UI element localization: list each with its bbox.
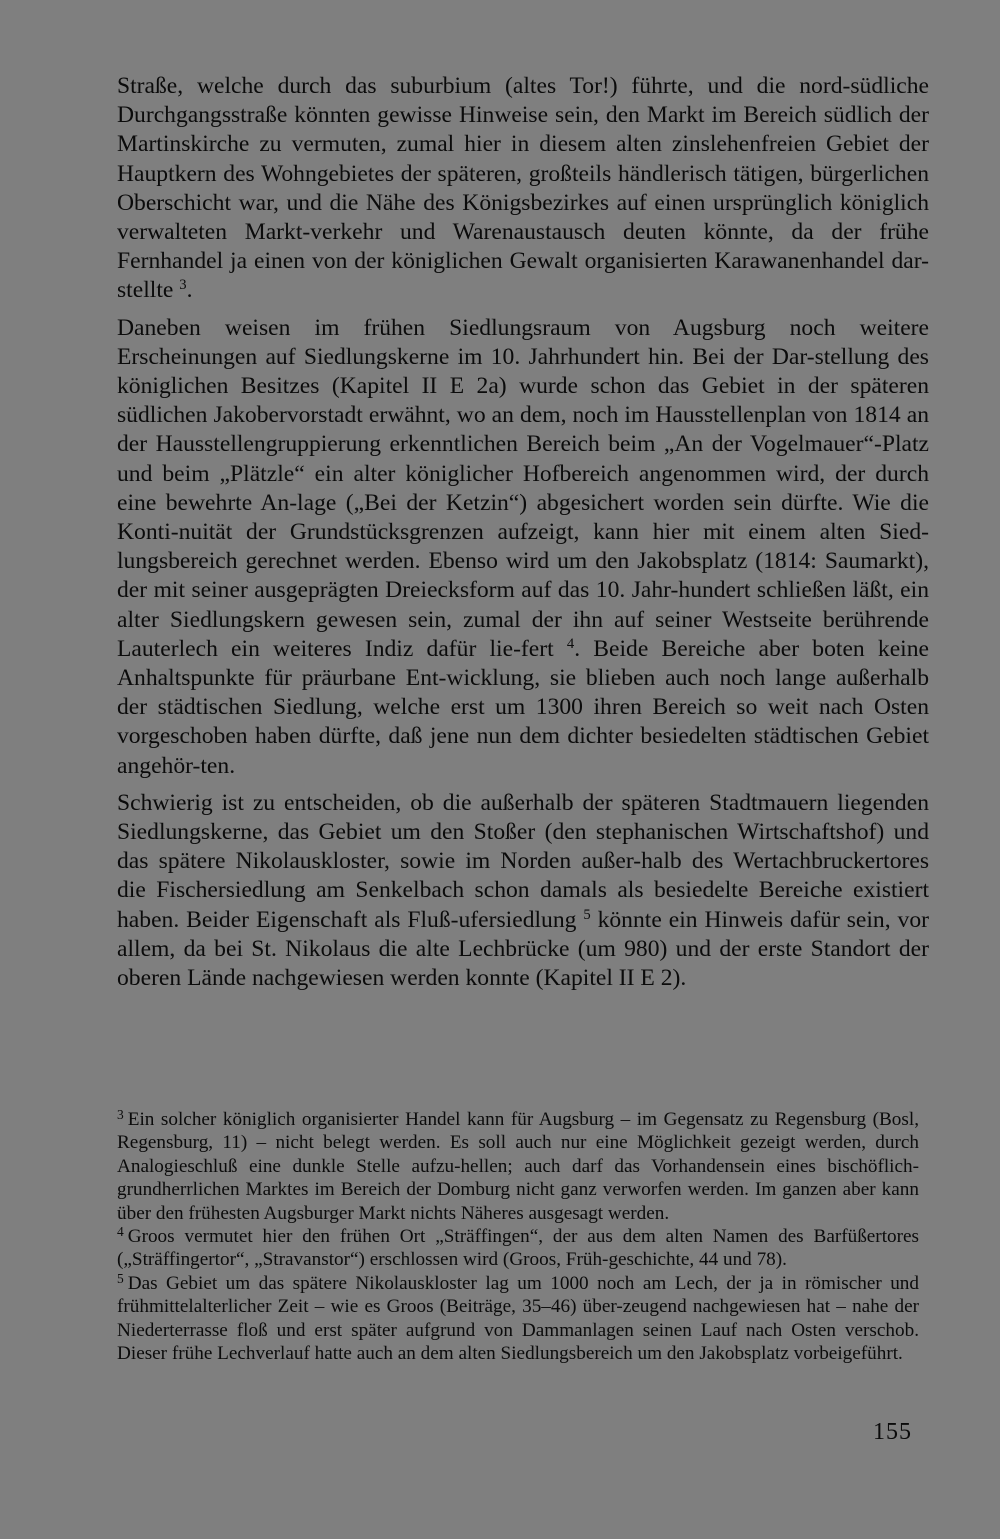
- paragraph-3: [117, 789, 929, 993]
- footnotes: [117, 1108, 919, 1365]
- footnote-4: [117, 1225, 919, 1272]
- paragraph-2-end: . Beide Bereiche aber boten keine Anhaltspunkte für präurbane Ent-wicklung, sie blieben auch noch lange außerhalb der städtischen Siedlung, welche erst um 1300 ihren Bereich so weit nach Osten vorgeschoben haben dürfte, daß jene nun dem dichter besiedelten städtischen Gebiet angehör-ten.: [117, 635, 930, 779]
- paragraph-2-text: Daneben weisen im frühen Siedlungsraum von Augsburg noch weitere Erscheinungen auf Siedlungskerne im 10. Jahrhundert hin. Bei der Dar-stellung des königlichen Besitzes (Kapitel II E 2a) wurde schon das Gebiet in der späteren südlichen Jakobervorstadt erwähnt, wo an dem, noch im Hausstellenplan von 1814 an der Hausstellengruppierung erkenntlichen Bereich beim „An der Vogelmauer“-Platz und beim „Plätzle“ ein alter königlicher Hofbereich angenommen wird, der durch eine bewehrte An-lage („Bei der Ketzin“) abgesichert worden sein dürfte. Wie die Konti-nuität der Grundstücksgrenzen aufzeigt, kann hier mit einem alten Sied-lungsbereich gerechnet werden. Ebenso wird um den Jakobsplatz (1814: Saumarkt), der mit seiner ausgeprägten Dreiecksform auf das 10. Jahr-hundert schließen läßt, ein alter Siedlungskern gewesen sein, zumal der ihn auf seiner Westseite berührende Lauterlech ein weiteres Indiz dafür lie-fert: [117, 314, 929, 662]
- footnote-ref-5[interactable]: 5: [583, 906, 591, 923]
- paragraph-2: [117, 314, 929, 781]
- footnote-number: 3: [117, 1106, 124, 1122]
- footnote-text: Ein solcher königlich organisierter Handel kann für Augsburg – im Gegensatz zu Regensburg (Bosl, Regensburg, 11) – nicht belegt werden. Es soll auch nur eine Möglichkeit gezeigt werden, durch Analogieschluß eine dunkle Stelle aufzu-hellen; auch darf das Vorhandensein eines bischöflich-grundherrlichen Marktes im Bereich der Domburg nicht ganz verworfen werden. Im ganzen aber kann über den frühesten Augsburger Markt nichts Näheres ausgesagt werden.: [117, 1109, 919, 1224]
- footnote-number: 5: [117, 1270, 124, 1286]
- page-number: 155: [873, 1419, 912, 1445]
- footnote-text: Das Gebiet um das spätere Nikolauskloster lag um 1000 noch am Lech, der ja in römischer und frühmittelalterlicher Zeit – wie es Groos (Beiträge, 35–46) über-zeugend nachgewiesen hat – nahe der Niederterrasse floß und erst später aufgrund von Dammanlagen seinen Lauf nach Osten verschob. Dieser frühe Lechverlauf hatte auch an dem alten Siedlungsbereich um den Jakobsplatz vorbeigeführt.: [117, 1272, 919, 1365]
- footnote-5: [117, 1272, 919, 1366]
- footnote-number: 4: [117, 1223, 124, 1239]
- body-text: [117, 72, 929, 993]
- paragraph-1: [117, 72, 929, 306]
- footnote-3: [117, 1108, 919, 1225]
- paragraph-3-end: könnte ein Hinweis dafür sein, vor allem, da bei St. Nikolaus die alte Lechbrücke (um 980) und der erste Standort der oberen Lände nachgewiesen werden konnte (Kapitel II E 2).: [117, 906, 929, 992]
- footnote-text: Groos vermutet hier den frühen Ort „Sträffingen“, der aus dem alten Namen des Barfüßertores („Sträffingertor“, „Stravanstor“) erschlossen wird (Groos, Früh-geschichte, 44 und 78).: [117, 1226, 919, 1271]
- footnote-ref-3[interactable]: 3: [179, 277, 187, 294]
- paragraph-1-text: Straße, welche durch das suburbium (altes Tor!) führte, und die nord-südliche Durchgangsstraße könnten gewisse Hinweise sein, den Markt im Bereich südlich der Martinskirche zu vermuten, zumal hier in diesem alten zinslehenfreien Gebiet der Hauptkern des Wohngebietes der späteren, großteils händlerisch tätigen, bürgerlichen Oberschicht war, und die Nähe des Königsbezirkes auf einen ursprünglich königlich verwalteten Markt-verkehr und Warenaustausch deuten könnte, da der frühe Fernhandel ja einen von der königlichen Gewalt organisierten Karawanenhandel dar-stellte: [117, 73, 929, 304]
- paragraph-1-end: .: [186, 277, 193, 304]
- footnote-ref-4[interactable]: 4: [566, 635, 575, 652]
- paragraph-3-text: Schwierig ist zu entscheiden, ob die außerhalb der späteren Stadtmauern liegenden Siedlungskerne, das Gebiet um den Stoßer (den stephanischen Wirtschaftshof) und das spätere Nikolauskloster, sowie im Norden außer-halb des Wertachbruckertores die Fischersiedlung am Senkelbach schon damals als besiedelte Bereiche existiert haben. Beider Eigenschaft als Fluß-ufersiedlung: [117, 789, 929, 933]
